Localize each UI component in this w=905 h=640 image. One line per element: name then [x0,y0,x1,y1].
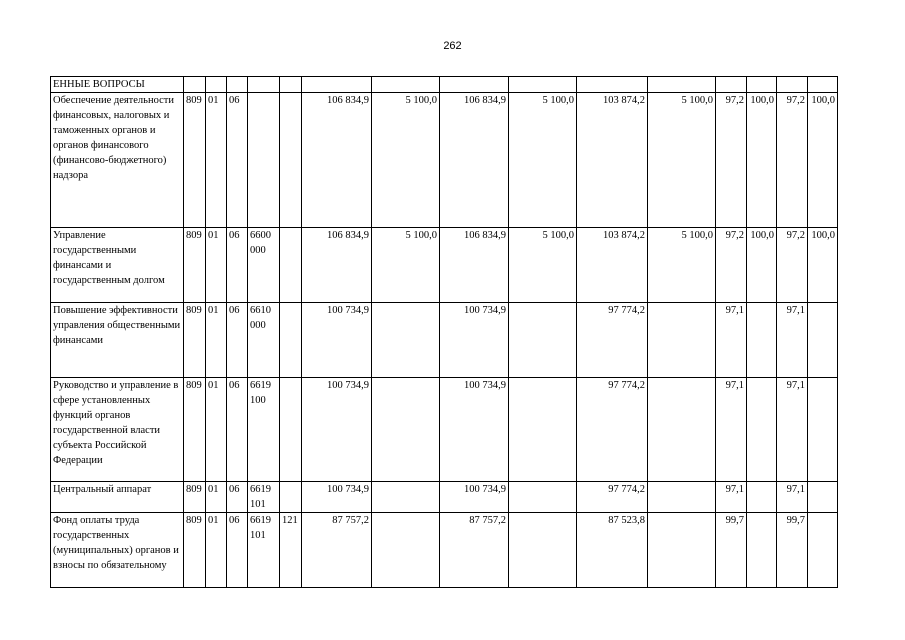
value-5: 87 523,8 [577,513,648,588]
section-code: 01 [206,513,227,588]
subsection-code: 06 [227,482,248,513]
value-2 [372,378,440,482]
target-article-code: 6600 000 [248,228,280,303]
row-name: Повышение эффективности управления общественными финансами [51,303,184,378]
ved-code: 809 [184,378,206,482]
percent-3: 97,1 [777,303,808,378]
section-code: 01 [206,482,227,513]
value-4 [509,378,577,482]
section-code: 01 [206,303,227,378]
percent-4 [808,482,838,513]
row-name: Руководство и управление в сфере установленных функций органов государственной власти субъекта Российской Федерации [51,378,184,482]
table-row [51,513,838,588]
value-2 [372,513,440,588]
subsection-code: 06 [227,303,248,378]
percent-2: 100,0 [747,93,777,228]
percent-1: 99,7 [716,513,747,588]
value-4 [509,513,577,588]
value-3: 100 734,9 [440,303,509,378]
value-6 [648,482,716,513]
value-4: 5 100,0 [509,93,577,228]
percent-3: 97,1 [777,378,808,482]
subsection-code: 06 [227,228,248,303]
subsection-code: 06 [227,93,248,228]
expense-type-code [280,378,302,482]
value-3: 100 734,9 [440,482,509,513]
section-code: 01 [206,378,227,482]
percent-4: 100,0 [808,93,838,228]
value-4 [509,303,577,378]
row-name: Обеспечение деятельности финансовых, налоговых и таможенных органов и органов финансового (финансово-бюджетного) надзора [51,93,184,228]
expense-type-code [280,228,302,303]
ved-code: 809 [184,482,206,513]
percent-3: 97,1 [777,482,808,513]
percent-2 [747,482,777,513]
value-4: 5 100,0 [509,228,577,303]
ved-code: 809 [184,93,206,228]
value-5: 97 774,2 [577,482,648,513]
value-5: 97 774,2 [577,303,648,378]
value-5: 103 874,2 [577,228,648,303]
table-row [51,93,838,228]
percent-4 [808,513,838,588]
section-code: 01 [206,228,227,303]
expense-type-code [280,482,302,513]
percent-1: 97,1 [716,303,747,378]
percent-2 [747,513,777,588]
table-row [51,482,838,513]
value-3: 106 834,9 [440,93,509,228]
value-1: 106 834,9 [302,228,372,303]
budget-table [50,76,838,588]
subsection-code: 06 [227,513,248,588]
table-row [51,303,838,378]
value-3: 87 757,2 [440,513,509,588]
value-2 [372,303,440,378]
target-article-code: 6619 101 [248,482,280,513]
target-article-code: 6619 101 [248,513,280,588]
target-article-code: 6610 000 [248,303,280,378]
target-article-code [248,93,280,228]
table-header-row [51,77,838,93]
value-4 [509,482,577,513]
target-article-code: 6619 100 [248,378,280,482]
section-header-cell: ЕННЫЕ ВОПРОСЫ [51,77,184,93]
table-row [51,228,838,303]
row-name: Фонд оплаты труда государственных (муниципальных) органов и взносы по обязательному [51,513,184,588]
value-6: 5 100,0 [648,228,716,303]
percent-2: 100,0 [747,228,777,303]
expense-type-code [280,93,302,228]
value-1: 87 757,2 [302,513,372,588]
percent-4 [808,303,838,378]
value-6 [648,513,716,588]
value-1: 100 734,9 [302,378,372,482]
row-name: Центральный аппарат [51,482,184,513]
ved-code: 809 [184,228,206,303]
percent-4: 100,0 [808,228,838,303]
percent-2 [747,303,777,378]
percent-1: 97,1 [716,378,747,482]
section-code: 01 [206,93,227,228]
expense-type-code: 121 [280,513,302,588]
value-3: 106 834,9 [440,228,509,303]
percent-1: 97,2 [716,228,747,303]
value-1: 100 734,9 [302,482,372,513]
ved-code: 809 [184,513,206,588]
page-number: 262 [443,40,462,52]
value-1: 100 734,9 [302,303,372,378]
row-name: Управление государственными финансами и государственным долгом [51,228,184,303]
value-6: 5 100,0 [648,93,716,228]
value-2: 5 100,0 [372,228,440,303]
value-6 [648,378,716,482]
percent-1: 97,2 [716,93,747,228]
percent-1: 97,1 [716,482,747,513]
percent-3: 97,2 [777,228,808,303]
percent-2 [747,378,777,482]
value-5: 103 874,2 [577,93,648,228]
value-3: 100 734,9 [440,378,509,482]
percent-3: 99,7 [777,513,808,588]
value-2 [372,482,440,513]
expense-type-code [280,303,302,378]
value-5: 97 774,2 [577,378,648,482]
percent-3: 97,2 [777,93,808,228]
value-1: 106 834,9 [302,93,372,228]
table-row [51,378,838,482]
value-6 [648,303,716,378]
value-2: 5 100,0 [372,93,440,228]
subsection-code: 06 [227,378,248,482]
ved-code: 809 [184,303,206,378]
percent-4 [808,378,838,482]
